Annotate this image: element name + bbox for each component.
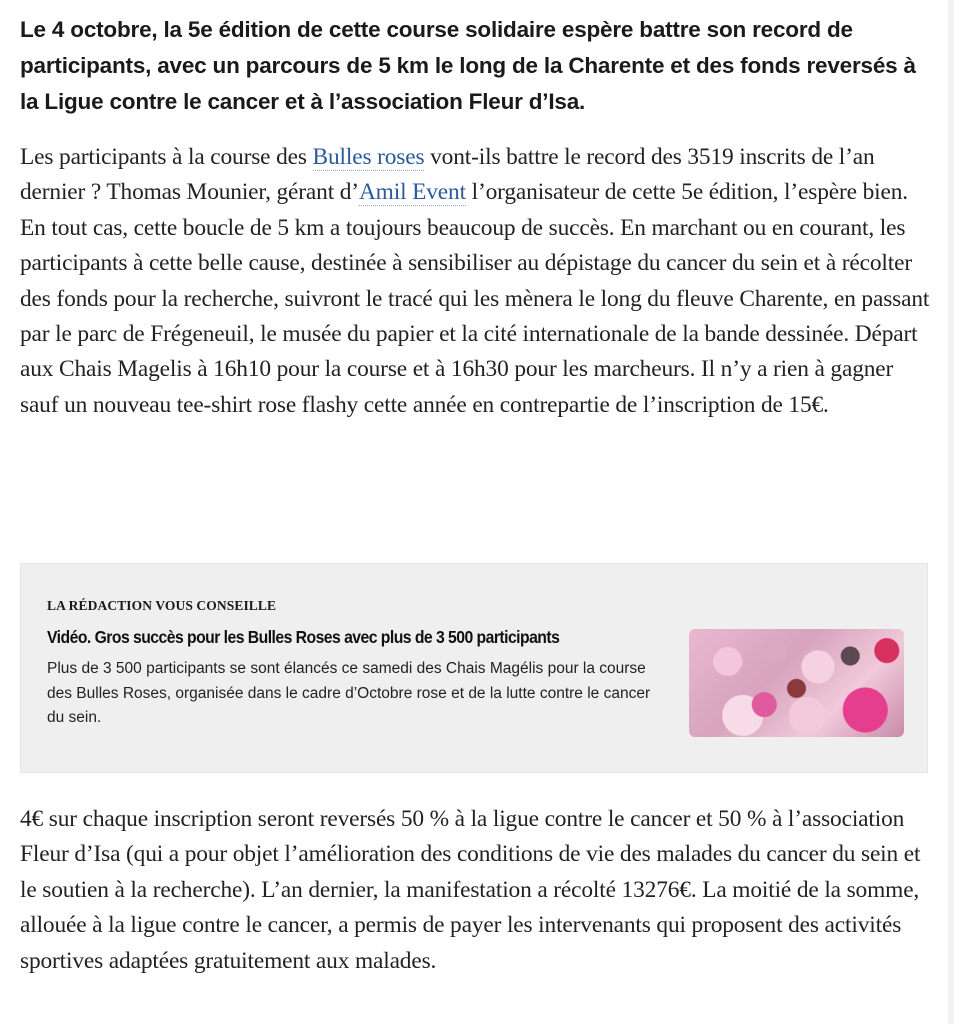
article-paragraph: 4€ sur chaque inscription seront reversés 50 % à la ligue contre le cancer et 50 % à l’association Fleur d’Isa (qui a pour objet l’amélioration des conditions de vie des malades du cancer du sein et le soutien à la recherche). L’an dernier, la manifestation a récolté 13276€. La moitié de la somme, allouée à la ligue contre le cancer, a permis de payer les intervenants qui proposent des activités sportives adaptées gratuitement aux malades. (20, 806, 921, 974)
paragraph-text: Les participants à la course des (20, 144, 313, 170)
recommendation-title-link[interactable]: Vidéo. Gros succès pour les Bulles Roses avec plus de 3 500 participants (47, 627, 560, 647)
article-lead: Le 4 octobre, la 5e édition de cette course solidaire espère battre son record de participants, avec un parcours de 5 km le long de la Charente et des fonds reversés à la Ligue contre le cancer et à l’association Fleur d’Isa. (20, 17, 916, 114)
paragraph-text: vont-ils battre le record des 3519 inscrits de l’an dernier ? Thomas Mounier, gérant d’ (20, 144, 875, 206)
link-amil-event[interactable]: Amil Event (358, 179, 466, 206)
recommendation-kicker: LA RÉDACTION VOUS CONSEILLE (47, 598, 277, 613)
paragraph-text: l’organisateur de cette 5e édition, l’espère bien. En tout cas, cette boucle de 5 km a toujours beaucoup de succès. En marchant ou en courant, les participants à cette belle cause, destinée à sensibiliser au dépistage du cancer du sein et à récolter des fonds pour la recherche, suivront le tracé qui les mènera le long du fleuve Charente, en passant par le parc de Frégeneuil, le musée du papier et la cité internationale de la bande dessinée. Départ aux Chais Magelis à 16h10 pour la course et à 16h30 pour les marcheurs. Il n’y a rien à gagner sauf un nouveau tee-shirt rose flashy cette année en contrepartie de l’inscription de 15€. (20, 179, 930, 418)
scrollbar-track[interactable] (948, 0, 954, 1024)
article-paragraph (20, 140, 930, 423)
link-bulles-roses[interactable]: Bulles roses (312, 144, 425, 170)
recommendation-thumbnail-crowd-photo-icon[interactable] (689, 629, 904, 737)
recommendation-description: Plus de 3 500 participants se sont élancés ce samedi des Chais Magélis pour la course des Bulles Roses, organisée dans le cadre d’Octobre rose et de la lutte contre le cancer du sein. (47, 660, 651, 726)
recommended-article-card[interactable] (20, 563, 928, 773)
